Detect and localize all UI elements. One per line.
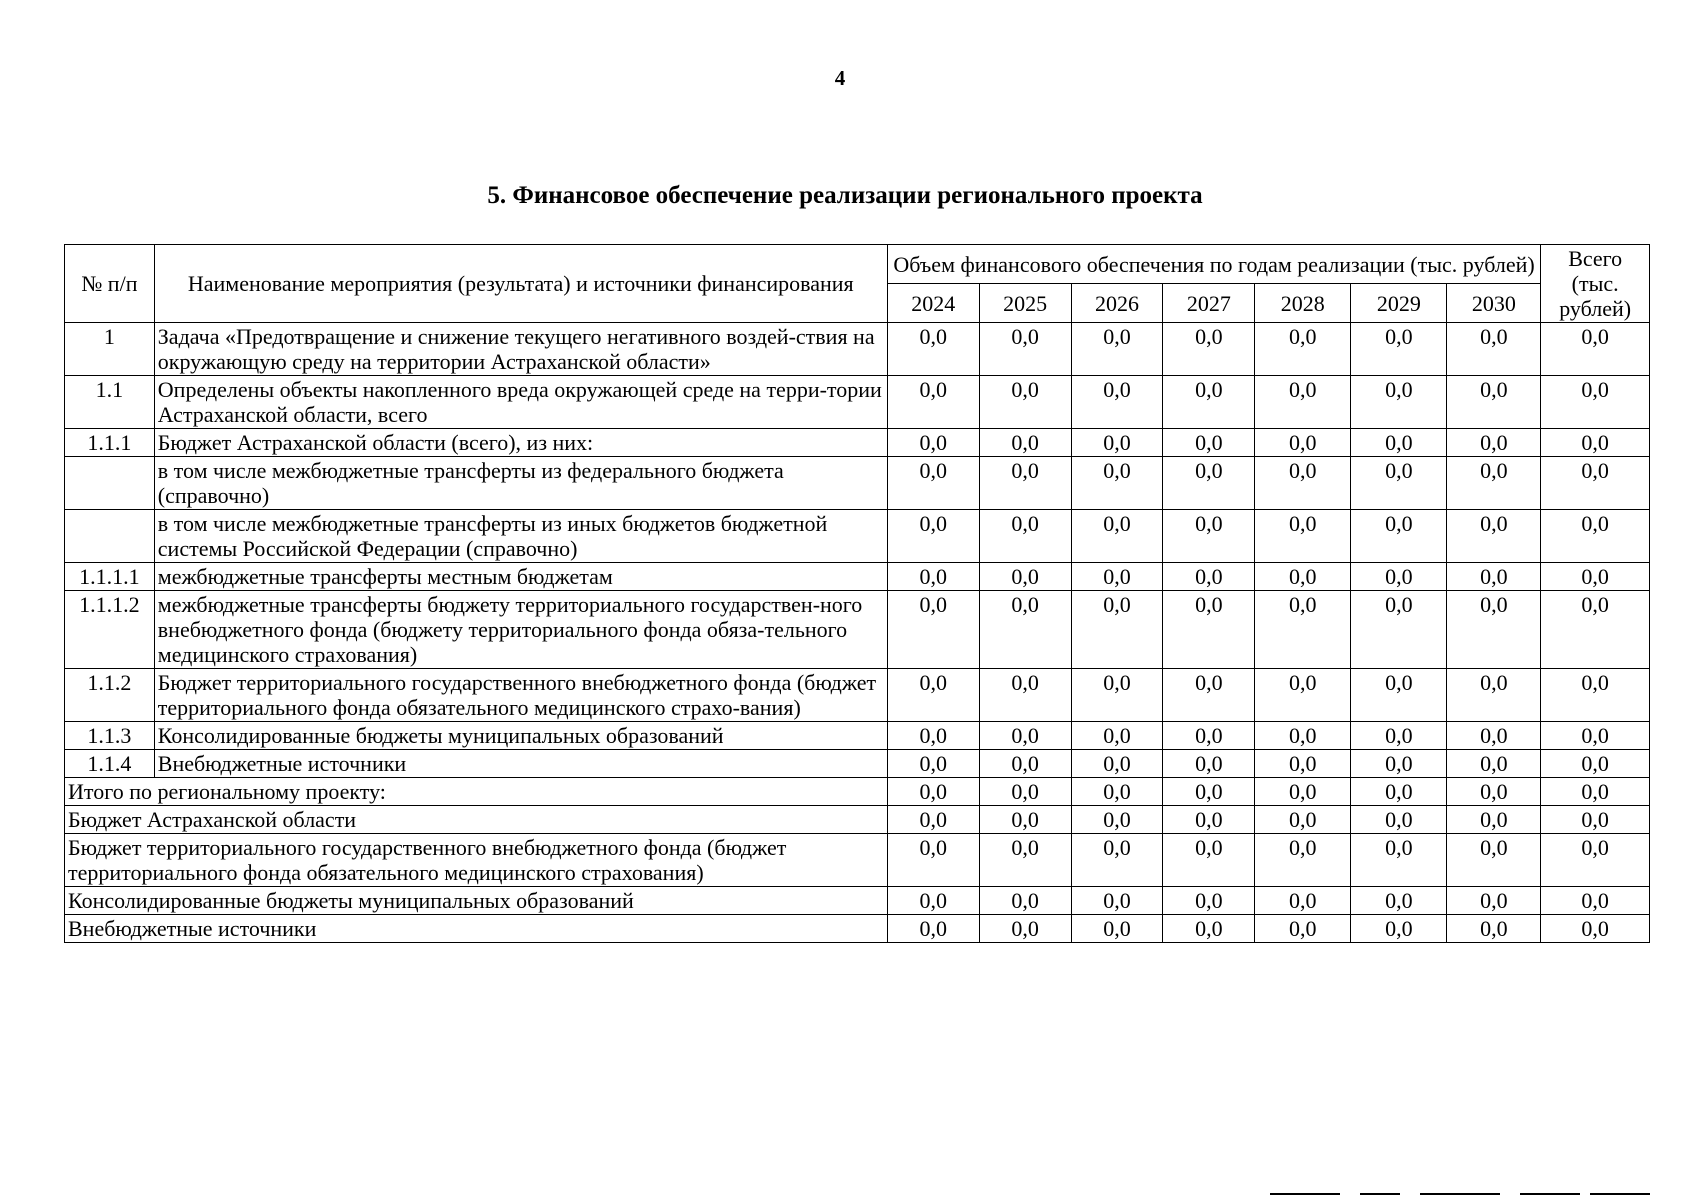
row-total-value: 0,0 <box>1541 376 1650 429</box>
row-year-value: 0,0 <box>1163 376 1255 429</box>
row-year-value: 0,0 <box>1255 429 1351 457</box>
row-year-value: 0,0 <box>1163 591 1255 669</box>
summary-name: Бюджет территориального государственного внебюджетного фонда (бюджет территориального фонда обязательного медицинского страхования) <box>65 834 888 887</box>
summary-year-value: 0,0 <box>1071 834 1163 887</box>
row-year-value: 0,0 <box>1447 376 1541 429</box>
row-total-value: 0,0 <box>1541 669 1650 722</box>
row-total-value: 0,0 <box>1541 457 1650 510</box>
row-year-value: 0,0 <box>887 722 979 750</box>
summary-total-value: 0,0 <box>1541 778 1650 806</box>
row-number: 1.1.1.2 <box>65 591 155 669</box>
summary-year-value: 0,0 <box>979 778 1071 806</box>
summary-year-value: 0,0 <box>1071 778 1163 806</box>
row-total-value: 0,0 <box>1541 510 1650 563</box>
row-total-value: 0,0 <box>1541 722 1650 750</box>
summary-year-value: 0,0 <box>1351 834 1447 887</box>
row-number: 1.1.3 <box>65 722 155 750</box>
row-year-value: 0,0 <box>1163 669 1255 722</box>
row-year-value: 0,0 <box>1447 591 1541 669</box>
summary-year-value: 0,0 <box>1163 915 1255 943</box>
row-name: Внебюджетные источники <box>154 750 887 778</box>
row-year-value: 0,0 <box>1163 563 1255 591</box>
financing-table <box>64 244 1650 943</box>
summary-year-value: 0,0 <box>1447 915 1541 943</box>
row-name: межбюджетные трансферты местным бюджетам <box>154 563 887 591</box>
row-year-value: 0,0 <box>1163 457 1255 510</box>
header-num: № п/п <box>65 245 155 323</box>
row-year-value: 0,0 <box>1351 669 1447 722</box>
header-year: 2030 <box>1447 284 1541 323</box>
summary-year-value: 0,0 <box>1163 778 1255 806</box>
header-year: 2024 <box>887 284 979 323</box>
summary-year-value: 0,0 <box>979 806 1071 834</box>
row-number: 1.1.2 <box>65 669 155 722</box>
table-row <box>65 376 1650 429</box>
row-year-value: 0,0 <box>1255 323 1351 376</box>
summary-row <box>65 834 1650 887</box>
row-number: 1.1.1.1 <box>65 563 155 591</box>
row-total-value: 0,0 <box>1541 323 1650 376</box>
row-year-value: 0,0 <box>887 457 979 510</box>
row-year-value: 0,0 <box>1163 750 1255 778</box>
row-year-value: 0,0 <box>1447 669 1541 722</box>
header-name: Наименование мероприятия (результата) и источники финансирования <box>154 245 887 323</box>
header-volume: Объем финансового обеспечения по годам реализации (тыс. рублей) <box>887 245 1541 284</box>
summary-year-value: 0,0 <box>1351 806 1447 834</box>
row-year-value: 0,0 <box>1447 457 1541 510</box>
summary-year-value: 0,0 <box>887 915 979 943</box>
row-year-value: 0,0 <box>1071 376 1163 429</box>
row-year-value: 0,0 <box>1351 323 1447 376</box>
summary-year-value: 0,0 <box>1255 887 1351 915</box>
row-year-value: 0,0 <box>1163 510 1255 563</box>
table-body <box>65 323 1650 943</box>
summary-row <box>65 778 1650 806</box>
row-year-value: 0,0 <box>1351 510 1447 563</box>
row-year-value: 0,0 <box>1351 429 1447 457</box>
header-year: 2026 <box>1071 284 1163 323</box>
summary-year-value: 0,0 <box>1447 778 1541 806</box>
summary-total-value: 0,0 <box>1541 915 1650 943</box>
summary-year-value: 0,0 <box>1071 806 1163 834</box>
row-year-value: 0,0 <box>887 669 979 722</box>
table-row <box>65 591 1650 669</box>
summary-year-value: 0,0 <box>1351 915 1447 943</box>
row-name: Бюджет Астраханской области (всего), из них: <box>154 429 887 457</box>
row-year-value: 0,0 <box>1163 323 1255 376</box>
row-year-value: 0,0 <box>1447 323 1541 376</box>
row-name: Определены объекты накопленного вреда окружающей среде на терри-тории Астраханской области, всего <box>154 376 887 429</box>
summary-total-value: 0,0 <box>1541 806 1650 834</box>
summary-year-value: 0,0 <box>1351 778 1447 806</box>
row-total-value: 0,0 <box>1541 750 1650 778</box>
table-row <box>65 429 1650 457</box>
table-row <box>65 563 1650 591</box>
summary-year-value: 0,0 <box>1163 806 1255 834</box>
table-row <box>65 457 1650 510</box>
summary-name: Бюджет Астраханской области <box>65 806 888 834</box>
row-year-value: 0,0 <box>1071 563 1163 591</box>
row-total-value: 0,0 <box>1541 563 1650 591</box>
row-year-value: 0,0 <box>1447 429 1541 457</box>
summary-year-value: 0,0 <box>1447 834 1541 887</box>
summary-year-value: 0,0 <box>1351 887 1447 915</box>
summary-year-value: 0,0 <box>1071 887 1163 915</box>
table-row <box>65 323 1650 376</box>
row-year-value: 0,0 <box>979 376 1071 429</box>
summary-year-value: 0,0 <box>887 806 979 834</box>
row-year-value: 0,0 <box>1255 591 1351 669</box>
row-year-value: 0,0 <box>1071 510 1163 563</box>
row-year-value: 0,0 <box>887 510 979 563</box>
summary-name: Консолидированные бюджеты муниципальных образований <box>65 887 888 915</box>
row-name: в том числе межбюджетные трансферты из иных бюджетов бюджетной системы Российской Федерации (справочно) <box>154 510 887 563</box>
row-number: 1.1.1 <box>65 429 155 457</box>
summary-year-value: 0,0 <box>979 915 1071 943</box>
row-year-value: 0,0 <box>1351 750 1447 778</box>
summary-total-value: 0,0 <box>1541 887 1650 915</box>
summary-row <box>65 915 1650 943</box>
header-year: 2028 <box>1255 284 1351 323</box>
row-number: 1.1 <box>65 376 155 429</box>
row-year-value: 0,0 <box>1071 591 1163 669</box>
row-name: Консолидированные бюджеты муниципальных образований <box>154 722 887 750</box>
row-name: в том числе межбюджетные трансферты из федерального бюджета (справочно) <box>154 457 887 510</box>
row-year-value: 0,0 <box>979 563 1071 591</box>
header-year: 2029 <box>1351 284 1447 323</box>
row-year-value: 0,0 <box>887 323 979 376</box>
row-year-value: 0,0 <box>979 429 1071 457</box>
summary-year-value: 0,0 <box>979 887 1071 915</box>
header-row <box>65 245 1650 284</box>
summary-year-value: 0,0 <box>1255 778 1351 806</box>
row-year-value: 0,0 <box>1447 722 1541 750</box>
table-row <box>65 722 1650 750</box>
bottom-scan-marks <box>1270 1193 1650 1195</box>
header-year: 2025 <box>979 284 1071 323</box>
row-year-value: 0,0 <box>1071 722 1163 750</box>
header-total: Всего (тыс. рублей) <box>1541 245 1650 323</box>
row-year-value: 0,0 <box>1163 722 1255 750</box>
row-year-value: 0,0 <box>1351 376 1447 429</box>
row-year-value: 0,0 <box>1351 457 1447 510</box>
summary-name: Итого по региональному проекту: <box>65 778 888 806</box>
row-name: Задача «Предотвращение и снижение текущего негативного воздей-ствия на окружающую среду на территории Астраханской области» <box>154 323 887 376</box>
row-year-value: 0,0 <box>1255 376 1351 429</box>
summary-year-value: 0,0 <box>1071 915 1163 943</box>
summary-year-value: 0,0 <box>1447 887 1541 915</box>
row-number: 1.1.4 <box>65 750 155 778</box>
row-year-value: 0,0 <box>1447 510 1541 563</box>
summary-year-value: 0,0 <box>887 887 979 915</box>
summary-year-value: 0,0 <box>1255 915 1351 943</box>
row-year-value: 0,0 <box>1071 457 1163 510</box>
summary-year-value: 0,0 <box>1163 834 1255 887</box>
row-year-value: 0,0 <box>1255 722 1351 750</box>
summary-year-value: 0,0 <box>1163 887 1255 915</box>
page-number: 4 <box>834 66 846 90</box>
summary-row <box>65 887 1650 915</box>
summary-year-value: 0,0 <box>1255 834 1351 887</box>
summary-year-value: 0,0 <box>887 778 979 806</box>
table-row <box>65 750 1650 778</box>
summary-name: Внебюджетные источники <box>65 915 888 943</box>
row-year-value: 0,0 <box>1255 457 1351 510</box>
row-number <box>65 510 155 563</box>
row-year-value: 0,0 <box>1351 591 1447 669</box>
row-total-value: 0,0 <box>1541 429 1650 457</box>
row-year-value: 0,0 <box>1447 563 1541 591</box>
row-year-value: 0,0 <box>1255 563 1351 591</box>
row-year-value: 0,0 <box>979 750 1071 778</box>
row-year-value: 0,0 <box>979 510 1071 563</box>
row-year-value: 0,0 <box>1255 750 1351 778</box>
section-heading: 5. Финансовое обеспечение реализации регионального проекта <box>487 182 1203 209</box>
summary-year-value: 0,0 <box>887 834 979 887</box>
row-year-value: 0,0 <box>887 376 979 429</box>
row-year-value: 0,0 <box>887 750 979 778</box>
row-year-value: 0,0 <box>887 591 979 669</box>
row-year-value: 0,0 <box>1071 750 1163 778</box>
summary-year-value: 0,0 <box>1255 806 1351 834</box>
row-year-value: 0,0 <box>979 323 1071 376</box>
row-year-value: 0,0 <box>1351 722 1447 750</box>
summary-year-value: 0,0 <box>979 834 1071 887</box>
row-year-value: 0,0 <box>1255 510 1351 563</box>
summary-total-value: 0,0 <box>1541 834 1650 887</box>
table-row <box>65 669 1650 722</box>
row-year-value: 0,0 <box>979 669 1071 722</box>
row-year-value: 0,0 <box>887 563 979 591</box>
header-year: 2027 <box>1163 284 1255 323</box>
row-year-value: 0,0 <box>1071 669 1163 722</box>
row-year-value: 0,0 <box>1447 750 1541 778</box>
row-year-value: 0,0 <box>887 429 979 457</box>
row-year-value: 0,0 <box>979 722 1071 750</box>
row-year-value: 0,0 <box>1071 429 1163 457</box>
row-name: межбюджетные трансферты бюджету территориального государствен-ного внебюджетного фонда (бюджету территориального фонда обяза-тельного медицинского страхования) <box>154 591 887 669</box>
row-number: 1 <box>65 323 155 376</box>
summary-row <box>65 806 1650 834</box>
row-year-value: 0,0 <box>979 457 1071 510</box>
row-name: Бюджет территориального государственного внебюджетного фонда (бюджет территориального фонда обязательного медицинского страхо-вания) <box>154 669 887 722</box>
row-year-value: 0,0 <box>1071 323 1163 376</box>
table-row <box>65 510 1650 563</box>
row-total-value: 0,0 <box>1541 591 1650 669</box>
row-number <box>65 457 155 510</box>
row-year-value: 0,0 <box>979 591 1071 669</box>
row-year-value: 0,0 <box>1351 563 1447 591</box>
summary-year-value: 0,0 <box>1447 806 1541 834</box>
row-year-value: 0,0 <box>1255 669 1351 722</box>
row-year-value: 0,0 <box>1163 429 1255 457</box>
